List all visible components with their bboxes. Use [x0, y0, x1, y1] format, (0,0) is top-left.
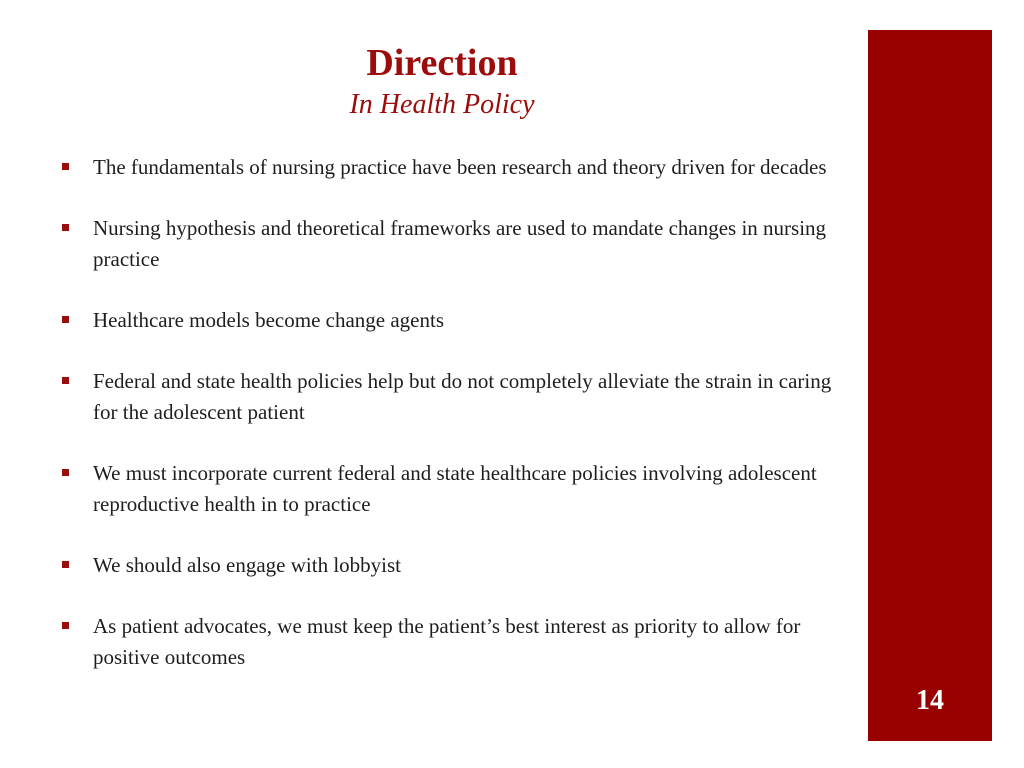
square-bullet-icon: [62, 561, 69, 568]
square-bullet-icon: [62, 377, 69, 384]
bullet-item: [60, 152, 850, 183]
accent-side-bar: [868, 30, 992, 741]
bullet-item: [60, 550, 850, 581]
bullet-list: [60, 152, 850, 703]
slide-subtitle: In Health Policy: [349, 89, 535, 120]
bullet-item: [60, 611, 850, 673]
bullet-text: Healthcare models become change agents: [93, 308, 445, 332]
square-bullet-icon: [62, 469, 69, 476]
square-bullet-icon: [62, 163, 69, 170]
bullet-item: [60, 366, 850, 428]
bullet-item: [60, 305, 850, 336]
bullet-item: [60, 213, 850, 275]
bullet-text: As patient advocates, we must keep the patient’s best interest as priority to allow for positive outcomes: [93, 614, 801, 669]
square-bullet-icon: [62, 316, 69, 323]
square-bullet-icon: [62, 224, 69, 231]
bullet-text: We must incorporate current federal and state healthcare policies involving adolescent reproductive health in to practice: [93, 461, 817, 516]
page-number: 14: [916, 685, 944, 716]
bullet-text: Nursing hypothesis and theoretical frameworks are used to mandate changes in nursing practice: [93, 216, 827, 271]
bullet-text: We should also engage with lobbyist: [93, 553, 402, 577]
bullet-text: Federal and state health policies help but do not completely alleviate the strain in caring for the adolescent patient: [93, 369, 832, 424]
slide-title: Direction: [366, 42, 518, 84]
title-block: [280, 38, 604, 122]
bullet-text: The fundamentals of nursing practice have been research and theory driven for decades: [93, 155, 827, 179]
bullet-item: [60, 458, 850, 520]
square-bullet-icon: [62, 622, 69, 629]
